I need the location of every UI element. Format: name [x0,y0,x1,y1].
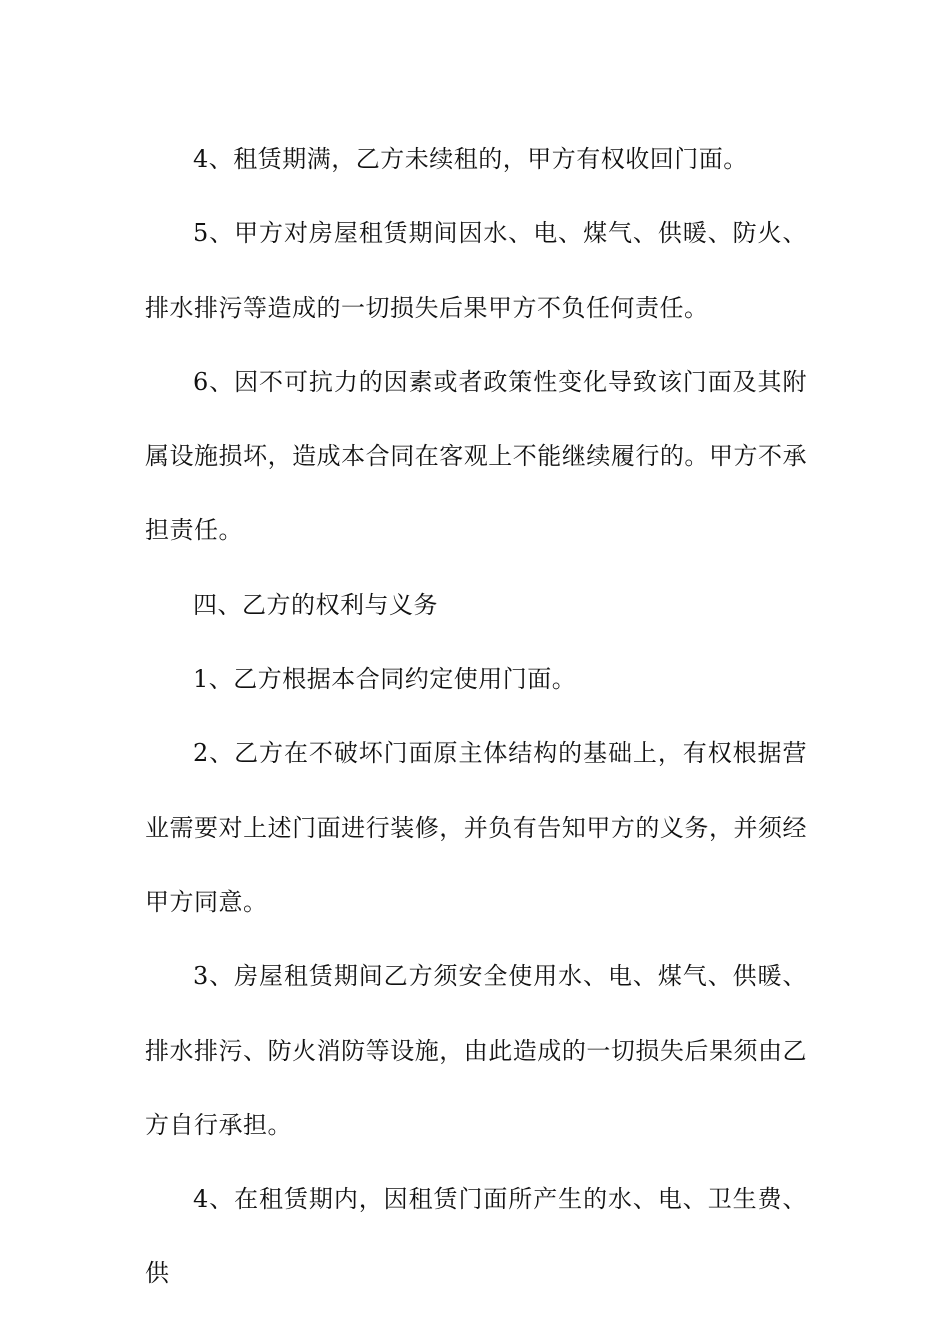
paragraph-lease-expiry-recovery: 4、租赁期满，乙方未续租的，甲方有权收回门面。 [193,145,748,173]
paragraph-lessee-fees: 4、在租赁期内，因租赁门面所产生的水、电、卫生费、供 [145,1185,807,1288]
paragraph-force-majeure: 6、因不可抗力的因素或者政策性变化导致该门面及其附属设施损坏，造成本合同在客观上不能继续履行的。甲方不承担责任。 [145,367,807,545]
paragraph-lessee-renovation: 2、乙方在不破坏门面原主体结构的基础上，有权根据营业需要对上述门面进行装修，并负有告知甲方的义务，并须经甲方同意。 [145,739,807,916]
section-heading-lessee-rights-duties: 四、乙方的权利与义务 [193,590,438,619]
paragraph-lessee-safety: 3、房屋租赁期间乙方须安全使用水、电、煤气、供暖、排水排污、防火消防等设施，由此造成的一切损失后果须由乙方自行承担。 [145,962,807,1139]
document-body [145,122,807,1311]
paragraph-lessor-utilities-liability: 5、甲方对房屋租赁期间因水、电、煤气、供暖、防火、排水排污等造成的一切损失后果甲方不负任何责任。 [145,219,807,322]
paragraph-lessee-use: 1、乙方根据本合同约定使用门面。 [193,665,577,694]
